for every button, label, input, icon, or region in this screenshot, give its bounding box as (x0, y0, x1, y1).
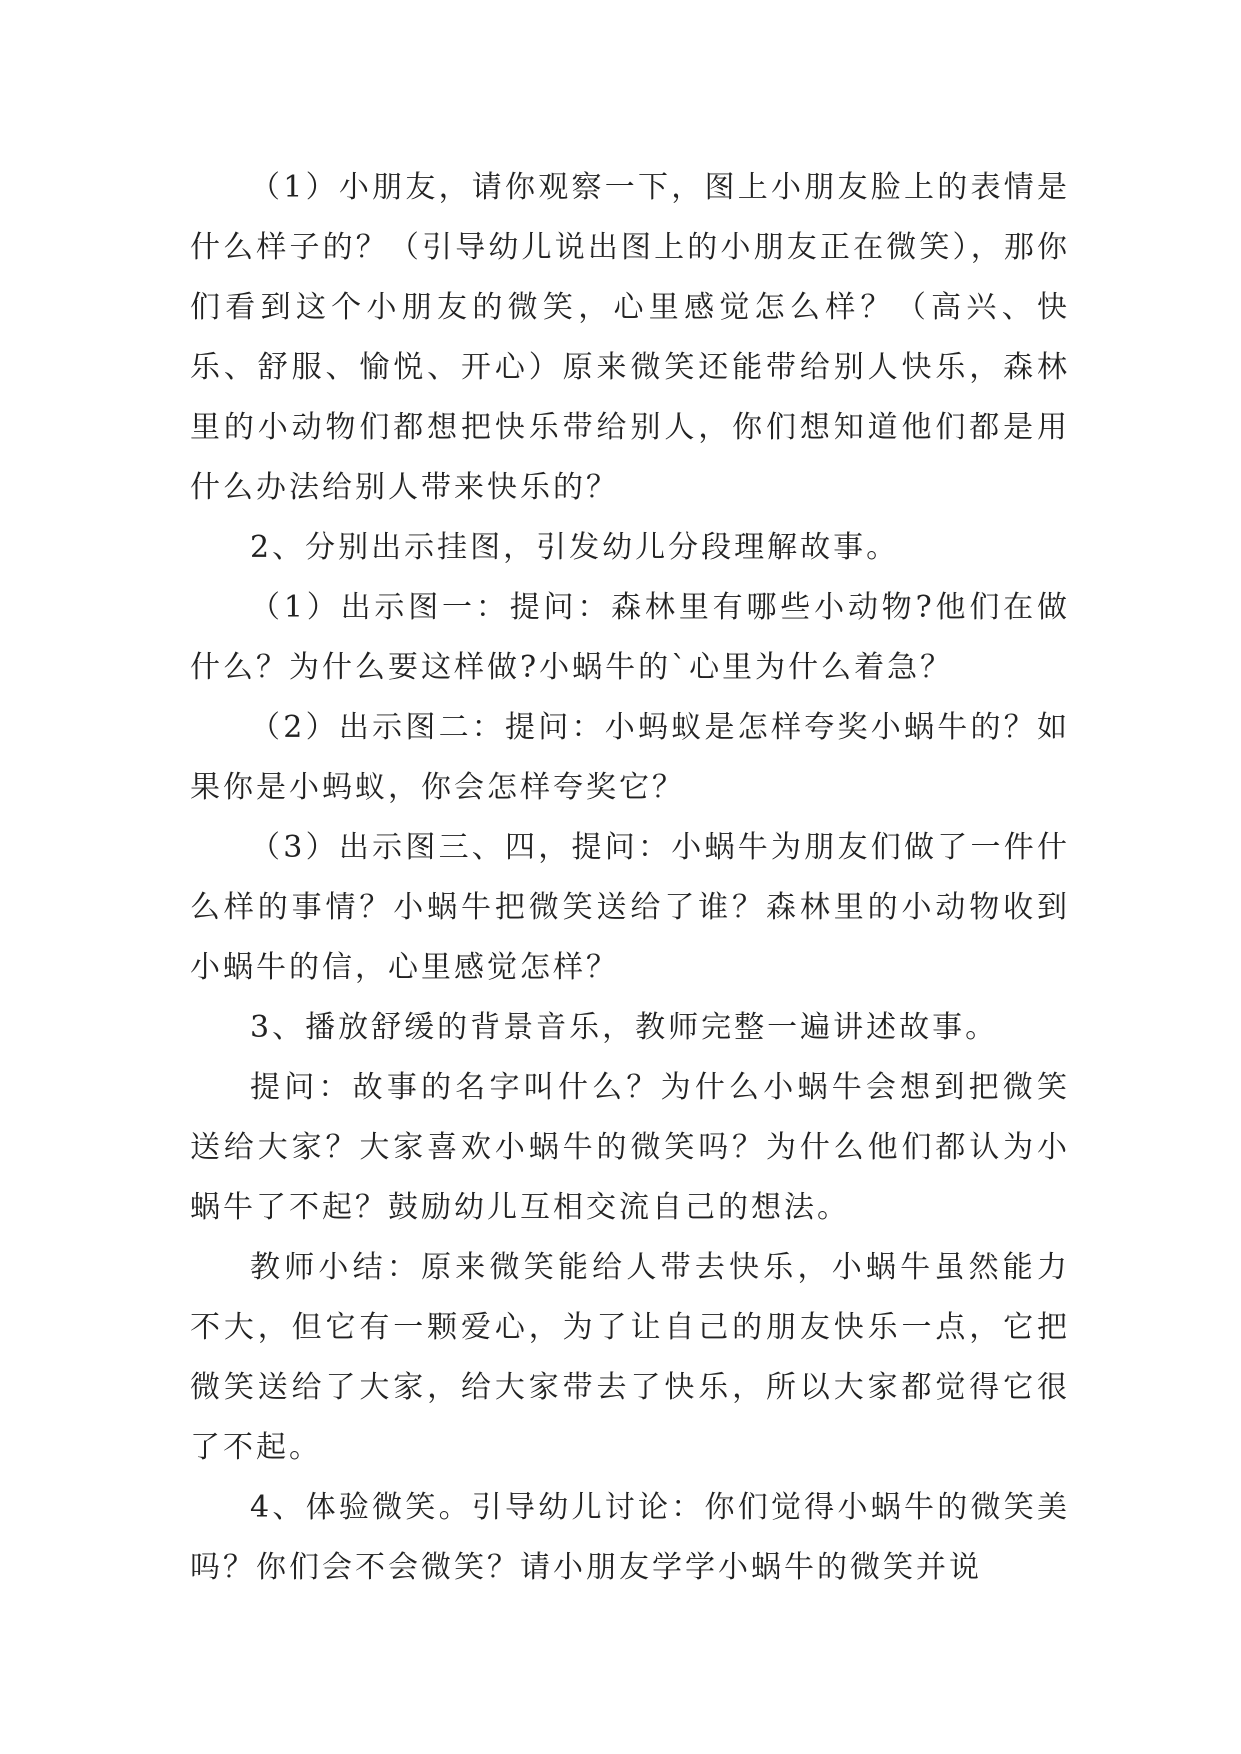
paragraph-9: 4、体验微笑。引导幼儿讨论：你们觉得小蜗牛的微笑美吗？你们会不会微笑？请小朋友学学小蜗牛的微笑并说 (190, 1490, 1070, 1585)
paragraph-5: （3）出示图三、四，提问：小蜗牛为朋友们做了一件什么样的事情？小蜗牛把微笑送给了谁？森林里的小动物收到小蜗牛的信，心里感觉怎样？ (190, 830, 1070, 985)
paragraph-3: （1）出示图一：提问：森林里有哪些小动物?他们在做什么？为什么要这样做?小蜗牛的`心里为什么着急？ (190, 590, 1070, 685)
paragraph-7: 提问：故事的名字叫什么？为什么小蜗牛会想到把微笑送给大家？大家喜欢小蜗牛的微笑吗？为什么他们都认为小蜗牛了不起？鼓励幼儿互相交流自己的想法。 (190, 1070, 1070, 1225)
paragraph-8: 教师小结：原来微笑能给人带去快乐，小蜗牛虽然能力不大，但它有一颗爱心，为了让自己的朋友快乐一点，它把微笑送给了大家，给大家带去了快乐，所以大家都觉得它很了不起。 (190, 1250, 1070, 1465)
paragraph-1: （1）小朋友，请你观察一下，图上小朋友脸上的表情是什么样子的？（引导幼儿说出图上的小朋友正在微笑），那你们看到这个小朋友的微笑，心里感觉怎么样？（高兴、快乐、舒服、愉悦、开心）原来微笑还能带给别人快乐，森林里的小动物们都想把快乐带给别人，你们想知道他们都是用什么办法给别人带来快乐的？ (190, 170, 1070, 505)
paragraph-6: 3、播放舒缓的背景音乐，教师完整一遍讲述故事。 (250, 1010, 999, 1045)
paragraph-2: 2、分别出示挂图，引发幼儿分段理解故事。 (250, 530, 900, 565)
document-body (190, 158, 1070, 1598)
paragraph-4: （2）出示图二：提问：小蚂蚁是怎样夸奖小蜗牛的？如果你是小蚂蚁，你会怎样夸奖它？ (190, 710, 1070, 805)
